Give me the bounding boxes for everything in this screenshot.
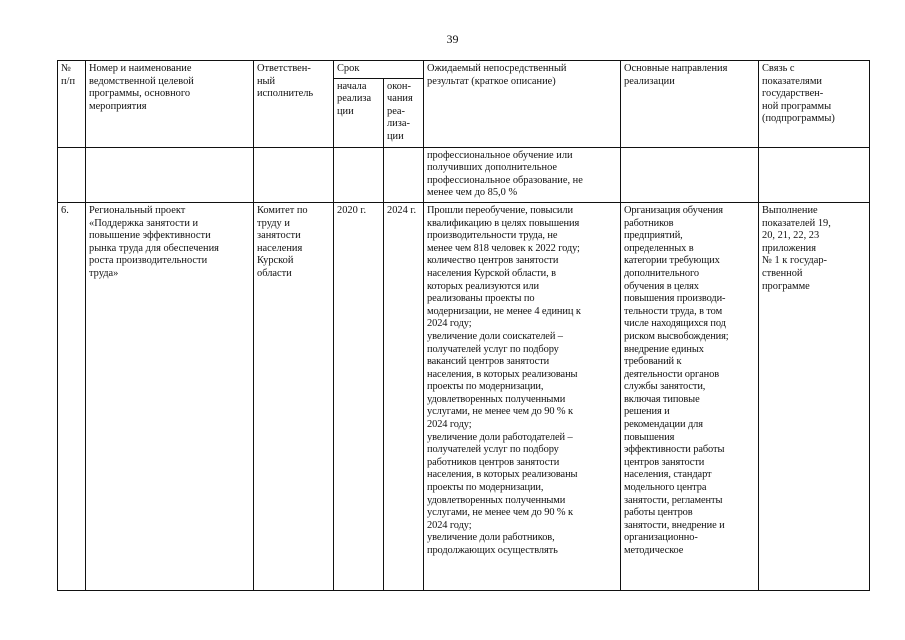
row-result: Прошли переобучение, повысили квалификацию в целях повышения производительности труда, не менее чем 818 человек к 2022 году; количество центров занятости населения Курской области, в которых реализуются или реализованы проекты по модернизации, не менее 4 единиц к 2024 году; увеличение доли соискателей – получателей услуг по подбору вакансий центров занятости населения, в которых реализованы проекты по модернизации, удовлетворенных полученными услугами, не менее чем до 90 % к 2024 году; увеличение доли работодателей – получателей услуг по подбору работников центров занятости населения, в которых реализованы проекты по модернизации, удовлетворенных полученными услугами, не менее чем до 90 % к 2024 году; увеличение доли работников, продолжающих осуществлять — [424, 202, 621, 590]
header-term-start: начала реализа ции — [334, 78, 384, 147]
header-result: Ожидаемый непосредственный результат (краткое описание) — [424, 61, 621, 148]
program-table — [57, 60, 870, 591]
continuation-row — [58, 147, 870, 202]
header-term: Срок — [334, 61, 424, 79]
row-num: 6. — [58, 202, 86, 590]
cont-num-cell — [58, 147, 86, 202]
table-row — [58, 202, 870, 590]
cont-end-cell — [384, 147, 424, 202]
row-executor: Комитет по труду и занятости населения Курской области — [254, 202, 334, 590]
header-row — [58, 61, 870, 79]
row-end: 2024 г. — [384, 202, 424, 590]
cont-link-cell — [759, 147, 870, 202]
header-link: Связь с показателями государствен- ной программы (подпрограммы) — [759, 61, 870, 148]
cont-directions-cell — [621, 147, 759, 202]
header-num: № п/п — [58, 61, 86, 148]
page-number: 39 — [446, 32, 459, 46]
cont-executor-cell — [254, 147, 334, 202]
row-name: Региональный проект «Поддержка занятости и повышение эффективности рынка труда для обеспечения роста производительности труда» — [86, 202, 254, 590]
header-name: Номер и наименование ведомственной целевой программы, основного мероприятия — [86, 61, 254, 148]
cont-name-cell — [86, 147, 254, 202]
row-link: Выполнение показателей 19, 20, 21, 22, 23 приложения № 1 к государ- ственной программе — [759, 202, 870, 590]
row-directions: Организация обучения работников предприятий, определенных в категории требующих дополнительного обучения в целях повышения производи- тельности труда, в том числе находящихся под риском высвобождения; внедрение единых требований к деятельности органов службы занятости, включая типовые решения и рекомендации для повышения эффективности работы центров занятости населения, стандарт модельного центра занятости, регламенты работы центров занятости, внедрение и организационно- методическое — [621, 202, 759, 590]
cont-result-cell: профессиональное обучение или получивших дополнительное профессиональное образование, не менее чем до 85,0 % — [424, 147, 621, 202]
cont-start-cell — [334, 147, 384, 202]
header-term-end: окон- чания реа- лиза- ции — [384, 78, 424, 147]
row-start: 2020 г. — [334, 202, 384, 590]
header-executor: Ответствен- ный исполнитель — [254, 61, 334, 148]
header-directions: Основные направления реализации — [621, 61, 759, 148]
